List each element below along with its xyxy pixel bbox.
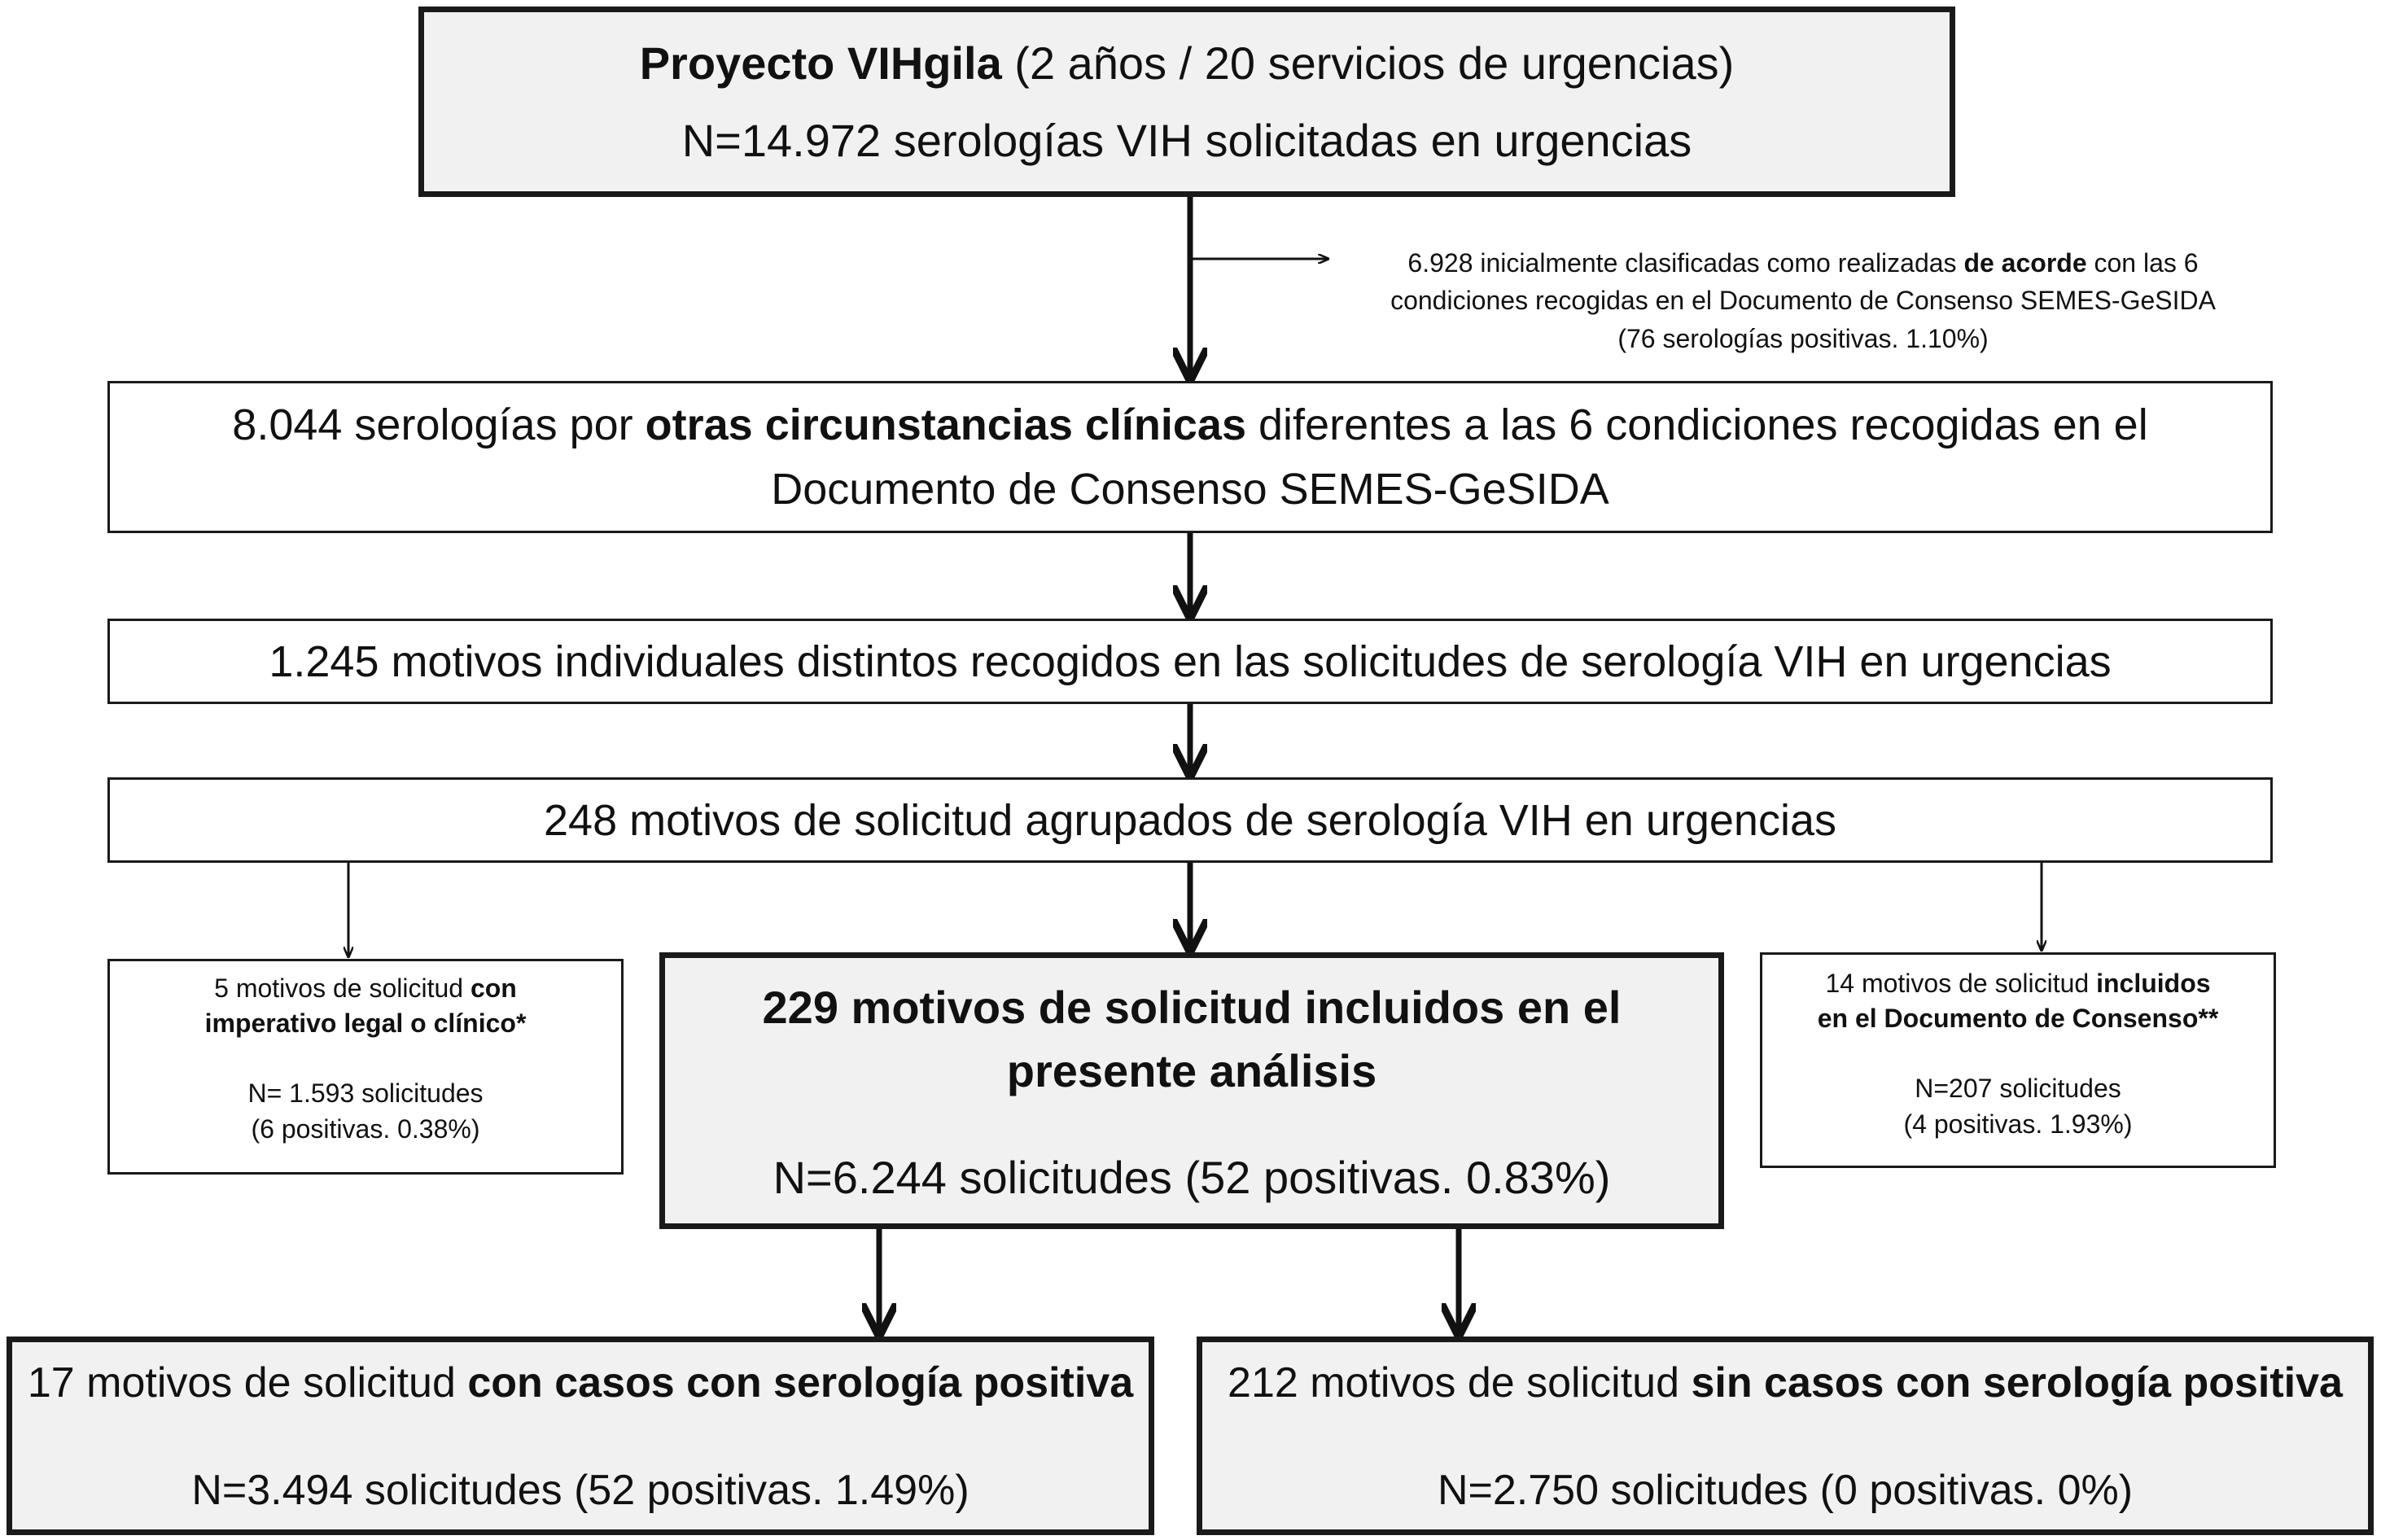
motivos-text: 1.245 motivos individuales distintos recogidos en las solicitudes de serología VIH en urgencias [269,637,2112,686]
project-title: Proyecto VIHgila (2 años / 20 servicios de urgencias) [639,37,1735,89]
otras-line1: 8.044 serologías por otras circunstancias clínicas diferentes a las 6 condiciones recogidas en el [232,400,2148,450]
consenso-positives: (4 positivas. 1.93%) [1903,1109,2133,1139]
side-note-acorde [1315,244,2291,357]
imperativo-line2: imperativo legal o clínico* [204,1008,527,1039]
consenso-count: N=207 solicitudes [1915,1074,2121,1104]
sin-casos-positivos-box [1197,1337,2374,1535]
imperativo-line1: 5 motivos de solicitud con [214,973,517,1003]
imperativo-positives: (6 positivas. 0.38%) [251,1113,480,1144]
incluidos-line1: 229 motivos de solicitud incluidos en el [762,982,1622,1033]
consenso-line1: 14 motivos de solicitud incluidos [1825,969,2211,998]
agrupados-text: 248 motivos de solicitud agrupados de serología VIH en urgencias [544,795,1836,845]
project-box [418,7,1955,197]
documento-consenso-box [1760,952,2276,1168]
consenso-line2: en el Documento de Consenso** [1817,1004,2219,1034]
side-note-line3: (76 serologías positivas. 1.10%) [1617,323,1989,353]
motivos-agrupados-box [107,777,2273,863]
incluidos-count: N=6.244 solicitudes (52 positivas. 0.83%) [773,1151,1611,1203]
con-casos-positivos-box [7,1337,1154,1535]
side-note-line2: condiciones recogidas en el Documento de Consenso SEMES-GeSIDA [1390,286,2216,316]
con-casos-count: N=3.494 solicitudes (52 positivas. 1.49%) [191,1467,969,1514]
project-count: N=14.972 serologías VIH solicitadas en urgencias [681,115,1692,167]
con-casos-line1: 17 motivos de solicitud con casos con serología positiva [27,1359,1134,1407]
imperativo-legal-box [107,959,624,1175]
imperativo-count: N= 1.593 solicitudes [247,1078,484,1109]
incluidos-line2: presente análisis [1006,1045,1377,1097]
motivos-individuales-box [107,619,2273,704]
sin-casos-line1: 212 motivos de solicitud sin casos con serología positiva [1228,1359,2343,1407]
otras-line2: Documento de Consenso SEMES-GeSIDA [771,464,1609,514]
incluidos-analisis-box [659,952,1724,1229]
side-note-line1: 6.928 inicialmente clasificadas como realizadas de acorde con las 6 [1407,248,2199,278]
otras-circunstancias-box [107,381,2273,533]
sin-casos-count: N=2.750 solicitudes (0 positivas. 0%) [1437,1467,2134,1514]
